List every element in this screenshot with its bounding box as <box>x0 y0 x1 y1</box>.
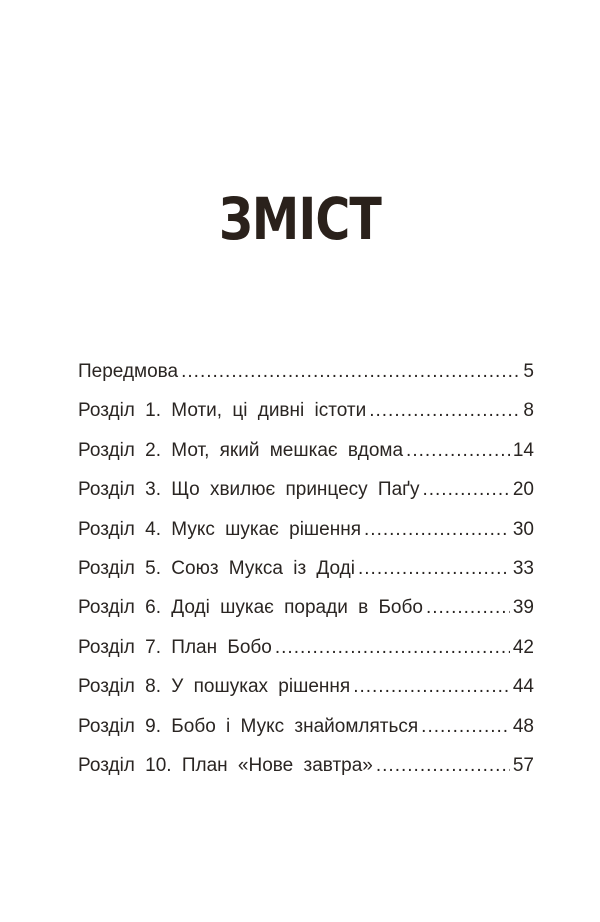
toc-entry-label: Розділ 2. Мот, який мешкає вдома <box>78 439 404 461</box>
toc-dot-leader <box>421 716 510 738</box>
toc-entry-label: Розділ 1. Моти, ці дивні істоти <box>78 400 367 422</box>
toc-dot-leader <box>275 637 510 659</box>
toc-entry-chapter-8[interactable] <box>78 676 534 715</box>
toc-entry-label: Розділ 10. План «Нове завтра» <box>78 754 373 776</box>
page-title: ЗМІСТ <box>218 185 382 253</box>
toc-page-number: 30 <box>512 518 534 540</box>
toc-page-number: 48 <box>512 715 534 737</box>
toc-entry-label: Розділ 8. У пошуках рішення <box>78 676 351 698</box>
table-of-contents <box>78 361 534 794</box>
toc-dot-leader <box>181 361 520 383</box>
toc-dot-leader <box>426 597 510 619</box>
toc-page-number: 5 <box>523 361 534 382</box>
toc-dot-leader <box>353 676 510 698</box>
toc-dot-leader <box>406 440 510 462</box>
toc-page-number: 42 <box>512 636 534 658</box>
toc-dot-leader <box>369 400 520 422</box>
toc-page-number: 44 <box>512 676 534 698</box>
toc-entry-preface[interactable] <box>78 361 534 400</box>
toc-dot-leader <box>422 479 509 501</box>
toc-entry-chapter-10[interactable] <box>78 755 534 794</box>
toc-dot-leader <box>358 558 510 580</box>
toc-entry-label: Розділ 5. Союз Мукса із Доді <box>78 557 355 579</box>
toc-entry-chapter-6[interactable] <box>78 597 534 636</box>
toc-entry-label: Розділ 3. Що хвилює принцесу Паґу <box>78 479 420 501</box>
toc-entry-label: Розділ 6. Доді шукає поради в Бобо <box>78 597 423 619</box>
toc-entry-chapter-2[interactable] <box>78 440 534 479</box>
toc-page-number: 20 <box>512 479 534 501</box>
toc-page-number: 14 <box>512 439 534 461</box>
toc-page-number: 57 <box>512 754 534 776</box>
toc-page-number: 33 <box>512 557 534 579</box>
toc-entry-chapter-3[interactable] <box>78 479 534 518</box>
toc-entry-label: Розділ 7. План Бобо <box>78 636 272 658</box>
toc-dot-leader <box>364 519 510 541</box>
toc-entry-chapter-4[interactable] <box>78 519 534 558</box>
toc-entry-chapter-5[interactable] <box>78 558 534 597</box>
toc-entry-label: Розділ 9. Бобо і Мукс знайомляться <box>78 715 419 737</box>
toc-entry-label: Передмова <box>78 361 179 382</box>
toc-dot-leader <box>376 755 510 777</box>
toc-entry-chapter-9[interactable] <box>78 716 534 755</box>
toc-entry-chapter-7[interactable] <box>78 637 534 676</box>
toc-entry-chapter-1[interactable] <box>78 400 534 439</box>
toc-page-number: 8 <box>523 400 534 422</box>
toc-page-number: 39 <box>512 597 534 619</box>
toc-entry-label: Розділ 4. Мукс шукає рішення <box>78 518 362 540</box>
